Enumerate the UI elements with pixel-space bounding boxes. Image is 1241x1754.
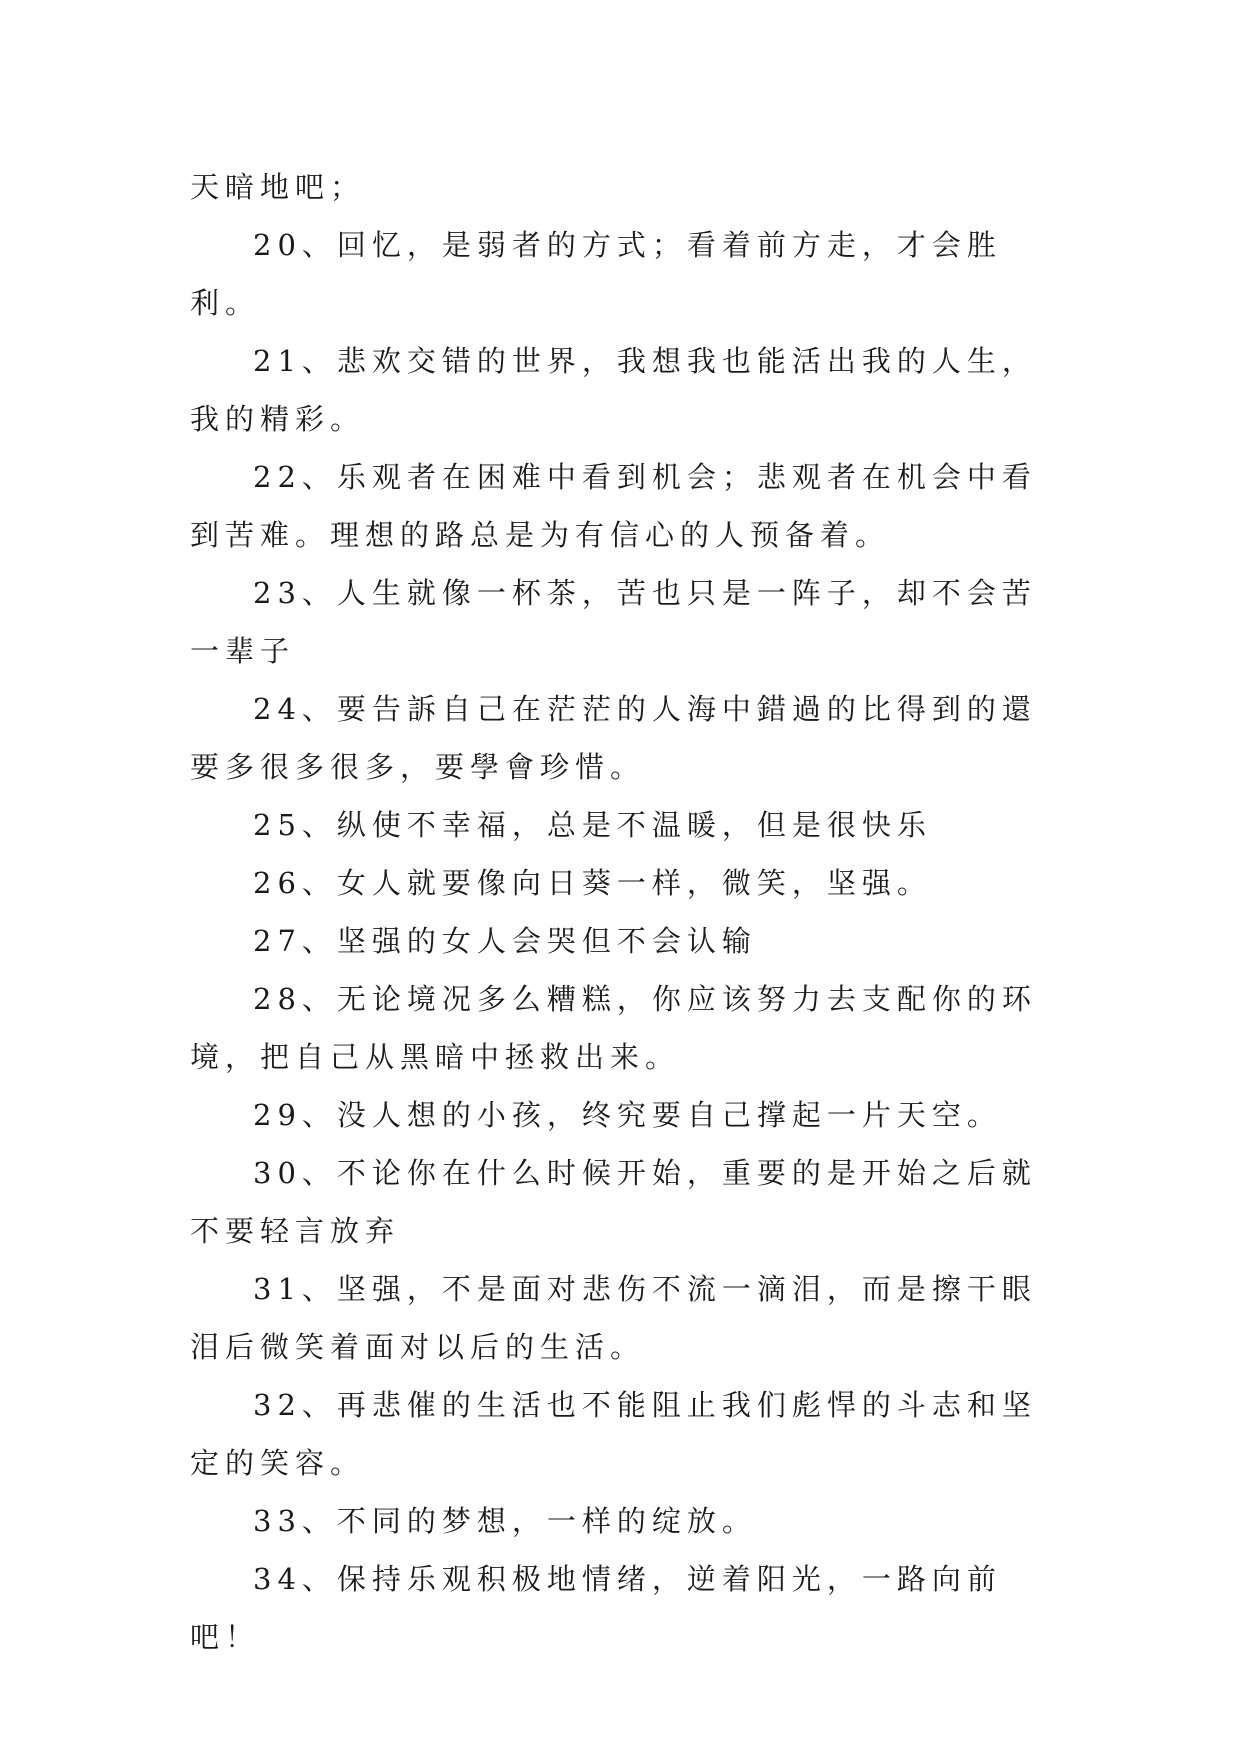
paragraph-32: 32、再悲催的生活也不能阻止我们彪悍的斗志和坚定的笑容。 (190, 1388, 1037, 1480)
paragraph-33: 33、不同的梦想，一样的绽放。 (253, 1504, 757, 1538)
paragraph-continuation: 天暗地吧； (190, 170, 366, 204)
paragraph-23: 23、人生就像一杯茶，苦也只是一阵子，却不会苦一辈子 (190, 576, 1037, 668)
paragraph-26: 26、女人就要像向日葵一样，微笑，坚强。 (253, 866, 932, 900)
paragraph-30: 30、不论你在什么时候开始，重要的是开始之后就不要轻言放弃 (190, 1156, 1037, 1248)
paragraph-22: 22、乐观者在困难中看到机会；悲观者在机会中看到苦难。理想的路总是为有信心的人预备着。 (190, 460, 1037, 552)
paragraph-28: 28、无论境况多么糟糕，你应该努力去支配你的环境，把自己从黑暗中拯救出来。 (190, 982, 1037, 1074)
paragraph-25: 25、纵使不幸福，总是不温暖，但是很快乐 (253, 808, 932, 842)
paragraph-24: 24、要告訴自己在茫茫的人海中錯過的比得到的還要多很多很多，要學會珍惜。 (190, 692, 1037, 784)
paragraph-34: 34、保持乐观积极地情绪，逆着阳光，一路向前吧！ (190, 1562, 1002, 1654)
paragraph-31: 31、坚强，不是面对悲伤不流一滴泪，而是擦干眼泪后微笑着面对以后的生活。 (190, 1272, 1037, 1364)
paragraph-20: 20、回忆，是弱者的方式；看着前方走，才会胜利。 (190, 228, 1002, 320)
document-body (190, 158, 1050, 1666)
paragraph-21: 21、悲欢交错的世界，我想我也能活出我的人生，我的精彩。 (190, 344, 1037, 436)
paragraph-29: 29、没人想的小孩，终究要自己撑起一片天空。 (253, 1098, 1002, 1132)
paragraph-27: 27、坚强的女人会哭但不会认输 (253, 924, 757, 958)
